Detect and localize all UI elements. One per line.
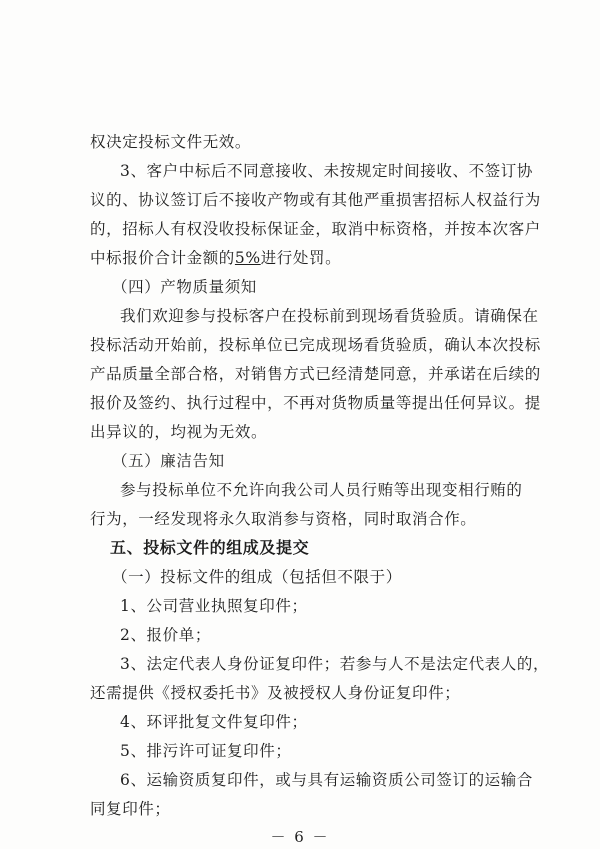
list-item: 3、法定代表人身份证复印件；若参与人不是法定代表人的， [120,655,550,673]
list-item: 5、排污许可证复印件； [120,742,292,760]
paragraph-line: 的，招标人有权没收投标保证金，取消中标资格，并按本次客户 [90,220,541,238]
paragraph-line [90,247,530,269]
paragraph-line: 报价及签约、执行过程中，不再对货物质量等提出任何异议。提 [90,394,541,412]
list-item: 6、运输资质复印件，或与具有运输资质公司签订的运输合 [120,771,533,789]
paragraph-line: 议的、协议签订后不接收产物或有其他严重损害招标人权益行为 [90,191,541,209]
paragraph-line: 参与投标单位不允许向我公司人员行贿等出现变相行贿的 [120,481,523,499]
list-item-continuation: 还需提供《授权委托书》及被授权人身份证复印件； [90,684,461,702]
paragraph-line: 出异议的，均视为无效。 [90,423,268,441]
section-subheading: （一）投标文件的组成（包括但不限于） [112,568,402,586]
section-subheading: （五）廉洁告知 [112,452,225,470]
list-item-continuation: 同复印件； [90,800,171,818]
list-item: 2、报价单； [120,626,211,644]
text-fragment: 中标报价合计金额的 [90,249,235,267]
list-item: 1、公司营业执照复印件； [120,597,308,615]
page-number: － 6 － [270,828,330,846]
paragraph-line: 行为，一经发现将永久取消参与资格，同时取消合作。 [90,510,477,528]
penalty-percentage: 5% [234,249,261,267]
section-heading: 五、投标文件的组成及提交 [110,538,310,557]
paragraph-line: 产品质量全部合格，对销售方式已经清楚同意，并承诺在后续的 [90,365,541,383]
list-item: 4、环评批复文件复印件； [120,713,308,731]
text-fragment: 进行处罚。 [260,249,342,267]
paragraph-line: 投标活动开始前，投标单位已完成现场看货验质，确认本次投标 [90,336,541,354]
section-subheading: （四）产物质量须知 [112,278,257,296]
paragraph-line: 权决定投标文件无效。 [90,133,252,151]
paragraph-line: 3、客户中标后不同意接收、未按规定时间接收、不签订协 [120,162,533,180]
paragraph-line: 我们欢迎参与投标客户在投标前到现场看货验质。请确保在 [120,307,539,325]
